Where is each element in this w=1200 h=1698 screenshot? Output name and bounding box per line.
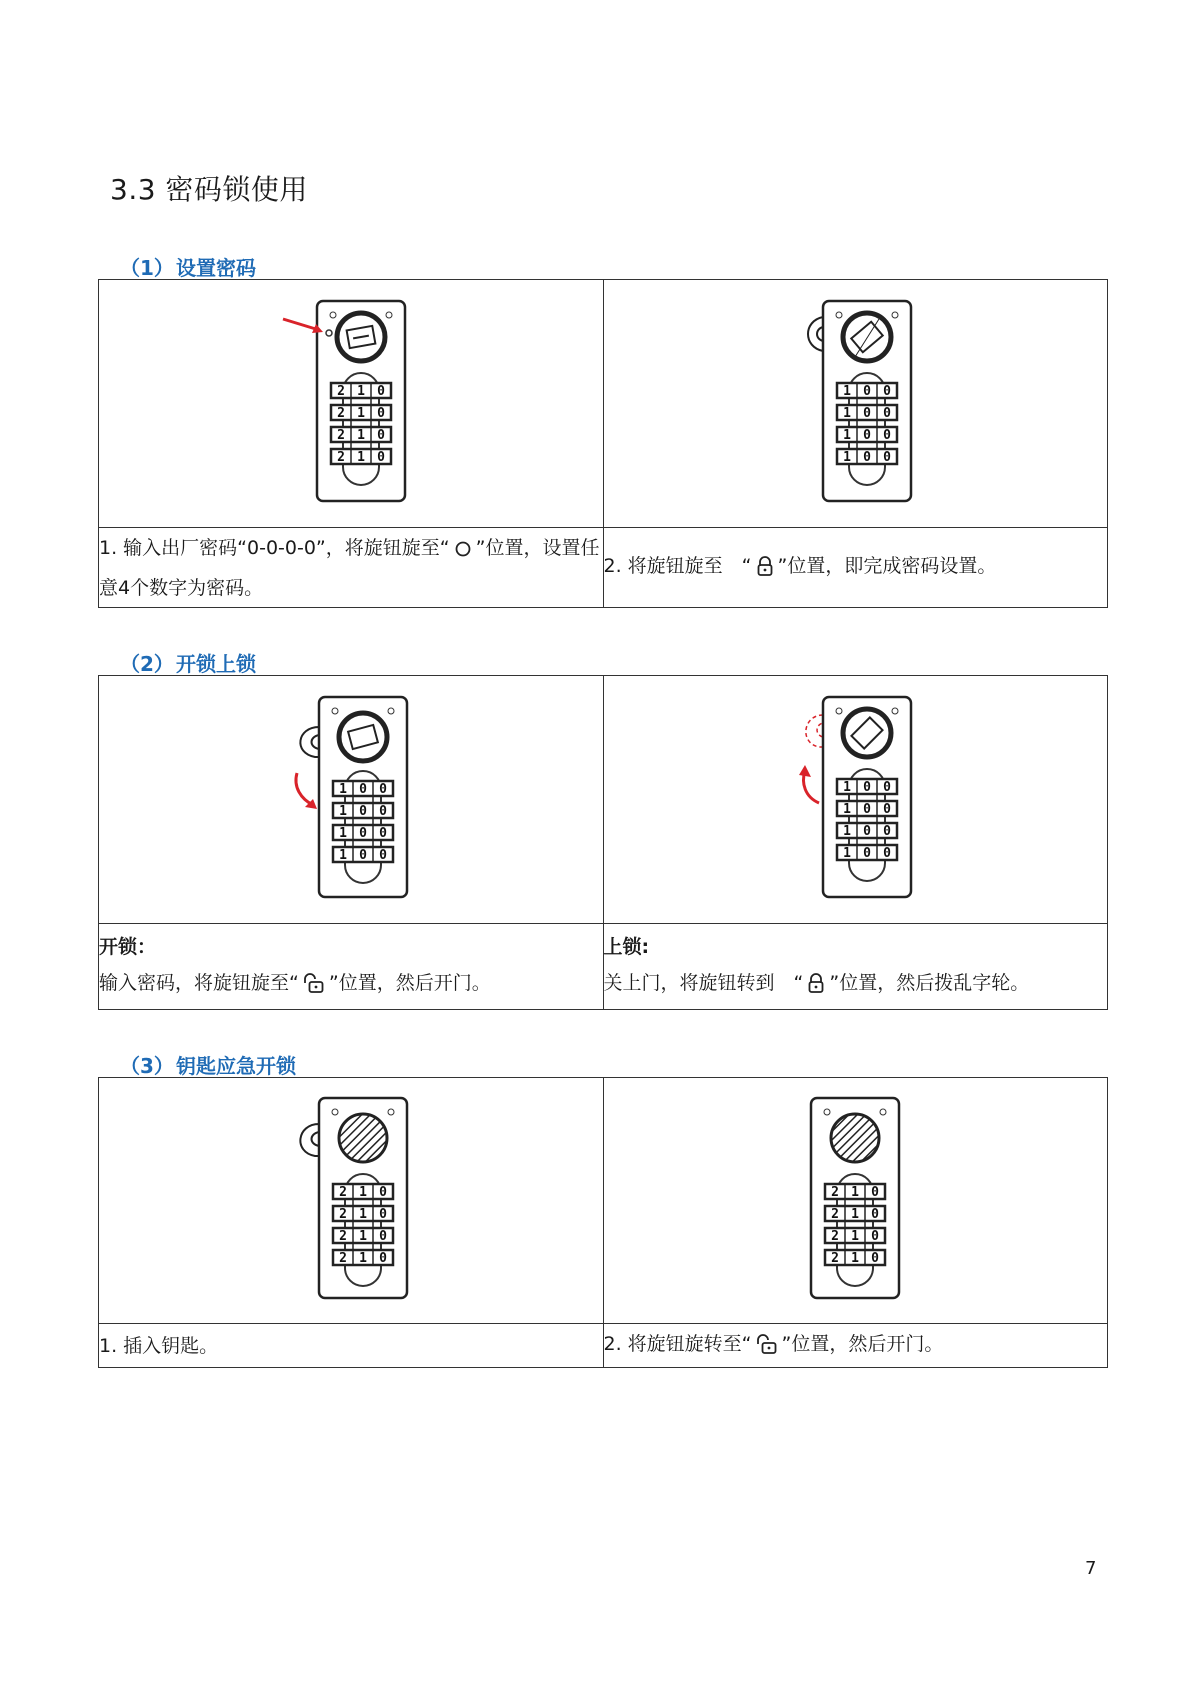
section-number: （2） (120, 652, 174, 676)
svg-text:0: 0 (871, 1228, 880, 1244)
figure-cell (99, 280, 604, 528)
svg-text:1: 1 (843, 823, 852, 839)
closed-lock-icon (807, 969, 825, 1005)
svg-text:1: 1 (338, 847, 347, 863)
svg-text:1: 1 (843, 427, 852, 443)
svg-text:0: 0 (871, 1184, 880, 1200)
section-heading-3 (120, 1050, 296, 1079)
svg-text:0: 0 (863, 801, 872, 817)
svg-text:2: 2 (338, 1184, 347, 1200)
svg-text:2: 2 (338, 1228, 347, 1244)
svg-text:1: 1 (851, 1206, 860, 1222)
svg-text:0: 0 (378, 1184, 387, 1200)
svg-text:0: 0 (883, 779, 892, 795)
svg-text:2: 2 (831, 1228, 840, 1244)
svg-text:0: 0 (378, 803, 387, 819)
red-rotation-arrow (296, 773, 313, 805)
svg-text:2: 2 (338, 1206, 347, 1222)
svg-text:1: 1 (843, 383, 852, 399)
svg-text:1: 1 (338, 803, 347, 819)
step-table-key-unlock (98, 1077, 1108, 1368)
svg-text:1: 1 (358, 1184, 367, 1200)
svg-text:0: 0 (378, 1250, 387, 1266)
svg-text:0: 0 (883, 449, 892, 465)
svg-text:0: 0 (378, 825, 387, 841)
lock-illustration-key-turn (775, 1094, 935, 1304)
svg-text:0: 0 (883, 383, 892, 399)
svg-text:0: 0 (883, 801, 892, 817)
svg-text:0: 0 (376, 427, 385, 443)
svg-text:0: 0 (358, 781, 367, 797)
svg-text:2: 2 (831, 1250, 840, 1266)
svg-text:0: 0 (883, 405, 892, 421)
svg-text:0: 0 (863, 823, 872, 839)
svg-text:0: 0 (863, 449, 872, 465)
svg-text:0: 0 (358, 847, 367, 863)
latch-shape (300, 1124, 319, 1156)
svg-text:1: 1 (356, 449, 365, 465)
svg-text:1: 1 (358, 1228, 367, 1244)
step-table-set-password (98, 279, 1108, 608)
svg-text:2: 2 (831, 1206, 840, 1222)
svg-text:2: 2 (336, 449, 345, 465)
svg-text:1: 1 (843, 845, 852, 861)
svg-text:1: 1 (843, 449, 852, 465)
svg-text:2: 2 (338, 1250, 347, 1266)
svg-text:0: 0 (378, 847, 387, 863)
svg-text:2: 2 (831, 1184, 840, 1200)
svg-text:1: 1 (851, 1228, 860, 1244)
closed-lock-icon (756, 552, 774, 588)
svg-text:1: 1 (851, 1250, 860, 1266)
svg-text:0: 0 (863, 779, 872, 795)
lock-illustration-insert-key (271, 1094, 431, 1304)
svg-text:0: 0 (883, 845, 892, 861)
lock-illustration-factory-code (281, 297, 421, 507)
svg-text:1: 1 (356, 383, 365, 399)
section-heading-2 (120, 648, 256, 677)
key-shape (808, 317, 823, 351)
svg-text:2: 2 (336, 427, 345, 443)
svg-text:1: 1 (338, 781, 347, 797)
svg-text:0: 0 (883, 823, 892, 839)
svg-text:0: 0 (863, 427, 872, 443)
step-caption: 开锁： 输入密码，将旋钮旋至“ ”位置，然后开门。 (99, 924, 604, 1010)
svg-text:2: 2 (336, 405, 345, 421)
lock-illustration-set-lock (775, 297, 935, 507)
svg-text:1: 1 (843, 405, 852, 421)
lock-illustration-unlock (271, 693, 431, 903)
svg-text:0: 0 (376, 449, 385, 465)
figure-cell (99, 1078, 604, 1324)
svg-text:1: 1 (338, 825, 347, 841)
lock-illustration-lock (775, 693, 935, 903)
step-table-unlock-lock (98, 675, 1108, 1010)
svg-text:0: 0 (871, 1250, 880, 1266)
svg-text:0: 0 (378, 781, 387, 797)
svg-text:1: 1 (843, 779, 852, 795)
svg-text:1: 1 (356, 427, 365, 443)
svg-text:0: 0 (358, 803, 367, 819)
svg-text:0: 0 (376, 405, 385, 421)
section-heading-1 (120, 252, 256, 281)
svg-text:2: 2 (336, 383, 345, 399)
step-caption: 1. 插入钥匙。 (99, 1324, 604, 1368)
latch-outline-dashed (806, 715, 823, 747)
svg-text:1: 1 (356, 405, 365, 421)
section-title: 设置密码 (176, 256, 256, 280)
svg-text:0: 0 (863, 383, 872, 399)
section-number: （1） (120, 256, 174, 280)
svg-text:1: 1 (843, 801, 852, 817)
figure-cell (603, 676, 1108, 924)
svg-text:1: 1 (851, 1184, 860, 1200)
svg-text:0: 0 (863, 845, 872, 861)
svg-text:0: 0 (863, 405, 872, 421)
section-title: 钥匙应急开锁 (176, 1054, 296, 1078)
svg-text:1: 1 (358, 1206, 367, 1222)
figure-cell (603, 1078, 1108, 1324)
svg-text:0: 0 (376, 383, 385, 399)
figure-cell (603, 280, 1108, 528)
section-number: （3） (120, 1054, 174, 1078)
open-lock-icon (756, 1330, 778, 1366)
svg-text:1: 1 (358, 1250, 367, 1266)
step-caption: 上锁: 关上门，将旋钮转到 “ ”位置，然后拨乱字轮。 (603, 924, 1108, 1010)
svg-text:0: 0 (883, 427, 892, 443)
latch-shape (300, 727, 319, 757)
step-caption: 1. 输入出厂密码“0-0-0-0”，将旋钮旋至“ ”位置，设置任意4个数字为密码。 (99, 528, 604, 608)
figure-cell (99, 676, 604, 924)
svg-text:0: 0 (358, 825, 367, 841)
svg-text:0: 0 (378, 1206, 387, 1222)
page-number: 7 (1085, 1558, 1097, 1579)
red-arrow (283, 319, 319, 330)
step-caption: 2. 将旋钮旋至 “ ”位置，即完成密码设置。 (603, 528, 1108, 608)
step-caption: 2. 将旋钮旋转至“ ”位置，然后开门。 (603, 1324, 1108, 1368)
circle-icon (454, 534, 472, 570)
open-lock-icon (303, 969, 325, 1005)
svg-text:0: 0 (378, 1228, 387, 1244)
svg-text:0: 0 (871, 1206, 880, 1222)
page-title: 3.3 密码锁使用 (110, 173, 308, 206)
section-title: 开锁上锁 (176, 652, 256, 676)
